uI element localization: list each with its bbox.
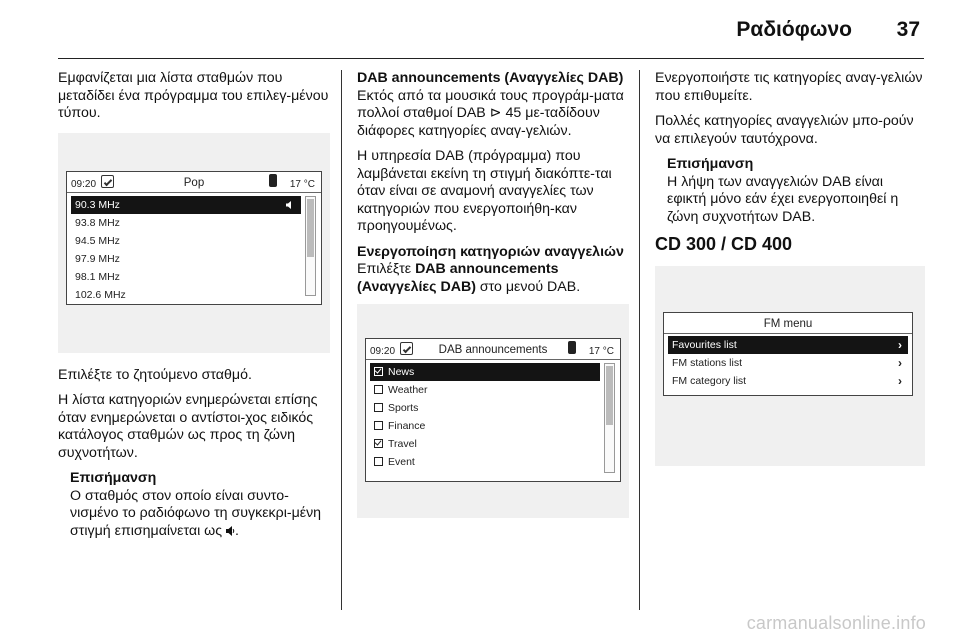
display-status-bar bbox=[366, 339, 620, 360]
list-item[interactable]: 94.5 MHz bbox=[75, 234, 120, 247]
list-item[interactable]: 102.6 MHz bbox=[75, 288, 126, 301]
paragraph: Εμφανίζεται μια λίστα σταθμών που μεταδίδει ένα πρόγραμμα του επιλεγ-μένου τύπου. bbox=[58, 70, 329, 121]
pop-station-screenshot bbox=[58, 133, 330, 353]
station-list bbox=[71, 196, 301, 304]
checkbox-icon[interactable] bbox=[374, 421, 383, 430]
paragraph: Ενεργοποιήστε τις κατηγορίες αναγ-γελιών που επιθυμείτε. bbox=[655, 70, 923, 104]
thermometer-icon bbox=[269, 174, 277, 187]
list-item[interactable]: Sports bbox=[370, 399, 600, 417]
scroll-thumb[interactable] bbox=[606, 366, 613, 425]
column-divider-1 bbox=[341, 70, 342, 610]
list-item[interactable]: Travel bbox=[370, 435, 600, 453]
note-box bbox=[655, 156, 925, 226]
chevron-right-icon: › bbox=[898, 373, 902, 388]
paragraph: Επιλέξτε DAB announcements (Αναγγελίες DAB) στο μενού DAB. bbox=[357, 261, 581, 295]
chevron-right-icon: › bbox=[898, 337, 902, 352]
display-status-bar bbox=[664, 313, 912, 334]
paragraph: Η υπηρεσία DAB (πρόγραμμα) που λαμβάνεται εκείνη τη στιγμή διακόπτε-ται όταν είναι σε αναμονή αναγγελίες των κατηγοριών που ενεργοποιήθη-καν προηγουμένως. bbox=[357, 148, 612, 234]
display-time: 09:20 bbox=[71, 178, 97, 190]
chapter-title: Ραδιόφωνο bbox=[736, 18, 852, 41]
note-box bbox=[58, 470, 330, 540]
list-item[interactable]: FM stations list › bbox=[672, 355, 902, 370]
column-3 bbox=[655, 70, 925, 480]
paragraph: Εκτός από τα μουσικά τους προγράμ-ματα πολλοί σταθμοί DAB ⊳ 45 με-ταδίδουν διάφορες κατηγορίες αναγ-γελιών. bbox=[357, 87, 624, 139]
list-item[interactable]: 97.9 MHz bbox=[75, 252, 120, 265]
paragraph: Επιλέξτε το ζητούμενο σταθμό. bbox=[58, 366, 252, 383]
radio-display bbox=[66, 171, 322, 305]
list-item[interactable]: Finance bbox=[370, 417, 600, 435]
paragraph: Η λίστα κατηγοριών ενημερώνεται επίσης όταν ενημερώνεται ο αντίστοι-χος ειδικός κατάλογος σταθμών ως προς τη ζώνη συχνοτήτων. bbox=[58, 392, 318, 461]
checkbox-checked-icon[interactable] bbox=[374, 439, 383, 448]
reference-arrow-icon: ⊳ bbox=[489, 105, 502, 121]
radio-display bbox=[365, 338, 621, 482]
paragraph: Πολλές κατηγορίες αναγγελιών μπο-ρούν να επιλεγούν ταυτόχρονα. bbox=[655, 113, 914, 147]
column-2 bbox=[357, 70, 629, 532]
note-title: Επισήμανση bbox=[667, 156, 754, 172]
display-status-bar bbox=[67, 172, 321, 193]
list-item[interactable]: News bbox=[370, 363, 600, 381]
checkbox-icon[interactable] bbox=[374, 403, 383, 412]
display-temperature: 17 °C bbox=[588, 346, 614, 357]
scrollbar[interactable] bbox=[604, 363, 615, 473]
page-number: 37 bbox=[896, 18, 920, 41]
note-text: Ο σταθμός στον οποίο είναι συντο-νισμένο το ραδιόφωνο τη συγκεκρι-μένη στιγμή επισημαίνεται ως . bbox=[70, 487, 322, 539]
scrollbar[interactable] bbox=[305, 196, 316, 296]
checkbox-icon[interactable] bbox=[374, 457, 383, 466]
fm-menu-screenshot bbox=[655, 266, 925, 466]
checkbox-icon[interactable] bbox=[374, 385, 383, 394]
section-heading: DAB announcements (Αναγγελίες DAB) bbox=[357, 70, 624, 86]
list-item[interactable]: 93.8 MHz bbox=[75, 216, 120, 229]
section-heading: Ενεργοποίηση κατηγοριών αναγγελιών bbox=[357, 243, 624, 260]
display-title: Pop bbox=[183, 176, 205, 189]
column-divider-2 bbox=[639, 70, 640, 610]
checkbox-checked-icon[interactable] bbox=[374, 367, 383, 376]
radio-display bbox=[663, 312, 913, 396]
note-text: Η λήψη των αναγγελιών DAB είναι εφικτή μόνο εάν έχει ενεργοποιηθεί η ζώνη συχνοτήτων DAB. bbox=[667, 173, 899, 225]
list-item[interactable]: Weather bbox=[370, 381, 600, 399]
chevron-right-icon: › bbox=[898, 355, 902, 370]
speaker-icon bbox=[226, 526, 235, 536]
list-item[interactable]: 98.1 MHz bbox=[75, 270, 120, 283]
speaker-icon bbox=[286, 201, 293, 209]
watermark: carmanualsonline.info bbox=[746, 613, 926, 633]
display-title: FM menu bbox=[763, 317, 813, 330]
fm-menu-list bbox=[668, 336, 908, 390]
list-item[interactable]: Favourites list › bbox=[668, 336, 908, 354]
list-item[interactable]: FM category list › bbox=[672, 373, 902, 388]
section-heading: CD 300 / CD 400 bbox=[655, 234, 793, 254]
thermometer-icon bbox=[568, 341, 576, 354]
list-item[interactable]: Event bbox=[370, 453, 600, 471]
display-time: 09:20 bbox=[370, 346, 396, 357]
note-title: Επισήμανση bbox=[70, 470, 157, 486]
display-title: DAB announcements bbox=[438, 344, 548, 356]
announcement-list bbox=[370, 363, 600, 471]
list-item[interactable]: 90.3 MHz bbox=[71, 196, 301, 214]
column-1 bbox=[58, 70, 330, 550]
header-rule bbox=[58, 58, 924, 59]
display-temperature: 17 °C bbox=[289, 178, 315, 190]
page-header bbox=[0, 0, 960, 60]
scroll-thumb[interactable] bbox=[307, 199, 314, 258]
dab-announcements-screenshot bbox=[357, 304, 629, 518]
